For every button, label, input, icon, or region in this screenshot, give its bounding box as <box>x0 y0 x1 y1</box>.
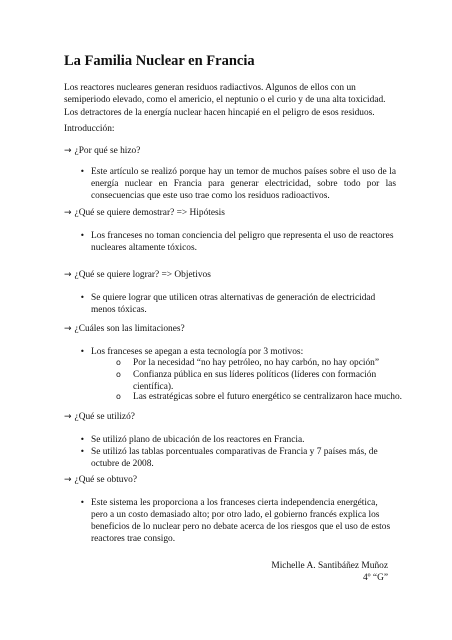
intro-line: semiperiodo elevado, como el americio, el neptunio o el curio y de una alta toxicidad. <box>64 95 386 106</box>
arrow-right-icon: → <box>64 412 72 422</box>
bullet-line: Se quiere lograr que utilicen otras alternativas de generación de electricidad <box>91 293 376 303</box>
bullet-line: octubre de 2008. <box>91 459 154 469</box>
intro-paragraph <box>64 82 404 119</box>
bullet-line: reactores trae consigo. <box>91 534 176 544</box>
bullet-item <box>80 230 400 254</box>
sub-bullet-text <box>133 391 402 403</box>
bullet-line: consecuencias que este uso trae como los residuos radioactivos. <box>91 191 330 201</box>
section-question <box>64 412 135 422</box>
bullet-line: nucleares altamente tóxicos. <box>91 243 197 253</box>
sub-bullet-text <box>133 357 398 369</box>
arrow-right-icon: → <box>64 270 72 280</box>
bullet-icon: • <box>80 293 85 302</box>
question-text: ¿Por qué se hizo? <box>74 146 141 156</box>
question-text: ¿Qué se utilizó? <box>74 412 135 422</box>
signature-block <box>271 560 388 584</box>
bullet-icon: • <box>80 231 85 240</box>
sub-bullet-line: Por la necesidad “no hay petróleo, no hay carbón, no hay opción” <box>133 358 380 368</box>
bullet-text <box>91 434 396 446</box>
sub-bullet-line: Confianza pública en sus líderes políticos (líderes con formación <box>133 370 377 380</box>
question-text: ¿Qué se obtuvo? <box>74 475 138 485</box>
question-text: ¿Qué se quiere lograr? => Objetivos <box>74 270 211 280</box>
bullet-line: Se utilizó las tablas porcentuales comparativas de Francia y 7 países más, de <box>91 447 378 457</box>
bullet-line: menos tóxicas. <box>91 305 147 315</box>
bullet-text <box>91 446 396 470</box>
bullet-line: Este sistema les proporciona a los franceses cierta independencia energética, <box>91 498 378 508</box>
bullet-line: beneficios de lo nuclear pero no debate acerca de los riesgos que el uso de estos <box>91 522 391 532</box>
bullet-icon: • <box>80 435 85 444</box>
bullet-text <box>91 497 396 545</box>
bullet-item <box>80 292 400 316</box>
intro-label: Introducción: <box>64 124 115 134</box>
intro-line: Los reactores nucleares generan residuos radiactivos. Algunos de ellos con un <box>64 83 356 93</box>
author-name: Michelle A. Santibáñez Muñoz <box>271 561 388 571</box>
arrow-right-icon: → <box>64 475 72 485</box>
bullet-line: Los franceses no toman conciencia del peligro que representa el uso de reactores <box>91 231 394 241</box>
sub-bullet-line: científica). <box>133 382 174 392</box>
document-title: La Familia Nuclear en Francia <box>64 53 255 69</box>
bullet-icon: • <box>80 447 85 456</box>
section-question <box>64 270 211 280</box>
section-question <box>64 146 140 156</box>
bullet-item <box>80 446 400 470</box>
arrow-right-icon: → <box>64 146 72 156</box>
section-question <box>64 324 185 334</box>
question-text: ¿Qué se quiere demostrar? => Hipótesis <box>74 208 225 218</box>
arrow-right-icon: → <box>64 324 72 334</box>
arrow-right-icon: → <box>64 208 72 218</box>
section-question <box>64 475 137 485</box>
sub-bullet-line: Las estratégicas sobre el futuro energético se centralizaron hace mucho. <box>133 392 402 402</box>
bullet-line: pero a un costo demasiado alto; por otro lado, el gobierno francés explica los <box>91 510 380 520</box>
bullet-line: Este artículo se realizó porque hay un temor de muchos países sobre el uso de la <box>91 167 396 177</box>
bullet-text <box>91 166 396 202</box>
bullet-item <box>80 166 400 202</box>
sub-bullet-text <box>133 369 398 393</box>
bullet-line: Los franceses se apegan a esta tecnología por 3 motivos: <box>91 347 304 357</box>
section-question <box>64 208 225 218</box>
bullet-item <box>80 434 400 446</box>
author-grade: 4º “G” <box>362 573 388 583</box>
bullet-line: energía nuclear en Francia para generar electricidad, sobre todo por las <box>91 179 396 189</box>
sub-bullet-item <box>116 357 396 369</box>
intro-line: Los detractores de la energía nuclear hacen hincapié en el peligro de esos residuos. <box>64 107 375 118</box>
question-text: ¿Cuáles son las limitaciones? <box>74 324 185 334</box>
bullet-icon: • <box>80 167 85 176</box>
bullet-icon: • <box>80 498 85 507</box>
bullet-line: Se utilizó plano de ubicación de los reactores en Francia. <box>91 435 305 445</box>
bullet-icon: • <box>80 347 85 356</box>
sub-bullet-item <box>116 369 396 393</box>
sub-bullet-icon: o <box>116 392 121 401</box>
sub-bullet-icon: o <box>116 358 121 367</box>
sub-bullet-item <box>116 391 402 403</box>
sub-bullet-icon: o <box>116 370 121 379</box>
bullet-text <box>91 292 396 316</box>
bullet-text <box>91 230 396 254</box>
bullet-item <box>80 497 400 545</box>
